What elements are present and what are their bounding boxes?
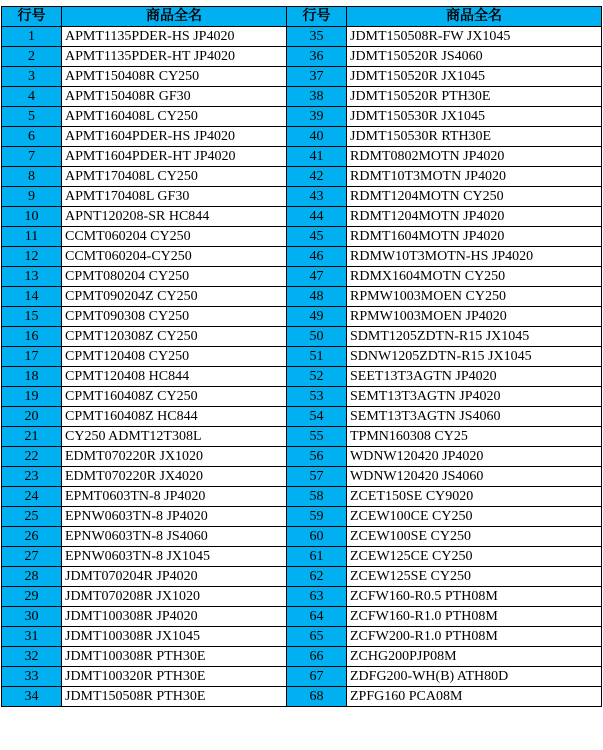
product-name-right[interactable]: TPMN160308 CY25 bbox=[347, 427, 602, 447]
product-name-left[interactable]: APMT150408R CY250 bbox=[62, 67, 287, 87]
row-number-right[interactable]: 50 bbox=[287, 327, 347, 347]
row-number-right[interactable]: 51 bbox=[287, 347, 347, 367]
product-name-right[interactable]: RDMW10T3MOTN-HS JP4020 bbox=[347, 247, 602, 267]
product-name-left[interactable]: EPNW0603TN-8 JS4060 bbox=[62, 527, 287, 547]
product-name-left[interactable]: APMT170408L CY250 bbox=[62, 167, 287, 187]
row-number-left[interactable]: 9 bbox=[2, 187, 62, 207]
row-number-right[interactable]: 52 bbox=[287, 367, 347, 387]
product-name-left[interactable]: CPMT080204 CY250 bbox=[62, 267, 287, 287]
row-number-left[interactable]: 18 bbox=[2, 367, 62, 387]
product-name-left[interactable]: APNT120208-SR HC844 bbox=[62, 207, 287, 227]
product-name-left[interactable]: CCMT060204 CY250 bbox=[62, 227, 287, 247]
product-name-left[interactable]: APMT1135PDER-HT JP4020 bbox=[62, 47, 287, 67]
product-name-right[interactable]: RPMW1003MOEN JP4020 bbox=[347, 307, 602, 327]
row-number-right[interactable]: 56 bbox=[287, 447, 347, 467]
row-number-right[interactable]: 64 bbox=[287, 607, 347, 627]
table-row bbox=[2, 287, 602, 307]
header-row-no-left: 行号 bbox=[2, 7, 62, 27]
row-number-left[interactable]: 30 bbox=[2, 607, 62, 627]
row-number-right[interactable]: 42 bbox=[287, 167, 347, 187]
header-product-name-left: 商品全名 bbox=[62, 7, 287, 27]
product-name-right[interactable]: JDMT150520R JX1045 bbox=[347, 67, 602, 87]
table-row bbox=[2, 47, 602, 67]
product-name-right[interactable]: RDMT1604MOTN JP4020 bbox=[347, 227, 602, 247]
row-number-right[interactable]: 54 bbox=[287, 407, 347, 427]
product-name-right[interactable]: RPMW1003MOEN CY250 bbox=[347, 287, 602, 307]
row-number-right[interactable]: 65 bbox=[287, 627, 347, 647]
product-name-left[interactable]: EPMT0603TN-8 JP4020 bbox=[62, 487, 287, 507]
product-name-right[interactable]: JDMT150508R-FW JX1045 bbox=[347, 27, 602, 47]
table-row bbox=[2, 67, 602, 87]
row-number-left[interactable]: 34 bbox=[2, 687, 62, 707]
row-number-right[interactable]: 35 bbox=[287, 27, 347, 47]
header-row-no-right: 行号 bbox=[287, 7, 347, 27]
product-name-right[interactable]: ZCFW160-R1.0 PTH08M bbox=[347, 607, 602, 627]
product-name-left[interactable]: CPMT120308Z CY250 bbox=[62, 327, 287, 347]
product-name-left[interactable]: EDMT070220R JX1020 bbox=[62, 447, 287, 467]
row-number-right[interactable]: 36 bbox=[287, 47, 347, 67]
row-number-left[interactable]: 31 bbox=[2, 627, 62, 647]
product-name-right[interactable]: RDMT1204MOTN JP4020 bbox=[347, 207, 602, 227]
product-name-right[interactable]: ZPFG160 PCA08M bbox=[347, 687, 602, 707]
row-number-left[interactable]: 29 bbox=[2, 587, 62, 607]
row-number-left[interactable]: 4 bbox=[2, 87, 62, 107]
product-name-left[interactable]: APMT160408L CY250 bbox=[62, 107, 287, 127]
product-name-left[interactable]: APMT1604PDER-HT JP4020 bbox=[62, 147, 287, 167]
row-number-left[interactable]: 5 bbox=[2, 107, 62, 127]
product-name-right[interactable]: WDNW120420 JS4060 bbox=[347, 467, 602, 487]
table-row bbox=[2, 627, 602, 647]
row-number-right[interactable]: 41 bbox=[287, 147, 347, 167]
product-name-right[interactable]: RDMX1604MOTN CY250 bbox=[347, 267, 602, 287]
header-product-name-right: 商品全名 bbox=[347, 7, 602, 27]
product-name-left[interactable]: JDMT100308R JP4020 bbox=[62, 607, 287, 627]
row-number-right[interactable]: 59 bbox=[287, 507, 347, 527]
table-row bbox=[2, 227, 602, 247]
product-name-left[interactable]: CPMT160408Z HC844 bbox=[62, 407, 287, 427]
row-number-right[interactable]: 57 bbox=[287, 467, 347, 487]
table-row bbox=[2, 207, 602, 227]
table-row bbox=[2, 307, 602, 327]
table-row bbox=[2, 147, 602, 167]
row-number-left[interactable]: 14 bbox=[2, 287, 62, 307]
table-row bbox=[2, 187, 602, 207]
table-row bbox=[2, 327, 602, 347]
table-row bbox=[2, 367, 602, 387]
product-name-right[interactable]: RDMT1204MOTN CY250 bbox=[347, 187, 602, 207]
product-name-right[interactable]: SEMT13T3AGTN JP4020 bbox=[347, 387, 602, 407]
row-number-right[interactable]: 68 bbox=[287, 687, 347, 707]
table-row bbox=[2, 647, 602, 667]
product-name-right[interactable]: ZCEW100SE CY250 bbox=[347, 527, 602, 547]
table-row bbox=[2, 527, 602, 547]
row-number-right[interactable]: 67 bbox=[287, 667, 347, 687]
table-body bbox=[2, 27, 602, 707]
product-name-right[interactable]: JDMT150520R PTH30E bbox=[347, 87, 602, 107]
product-name-right[interactable]: ZCET150SE CY9020 bbox=[347, 487, 602, 507]
product-name-left[interactable]: JDMT100308R JX1045 bbox=[62, 627, 287, 647]
row-number-left[interactable]: 15 bbox=[2, 307, 62, 327]
row-number-right[interactable]: 45 bbox=[287, 227, 347, 247]
table-row bbox=[2, 587, 602, 607]
product-name-left[interactable]: CPMT090308 CY250 bbox=[62, 307, 287, 327]
product-name-right[interactable]: SEMT13T3AGTN JS4060 bbox=[347, 407, 602, 427]
row-number-left[interactable]: 24 bbox=[2, 487, 62, 507]
row-number-left[interactable]: 26 bbox=[2, 527, 62, 547]
product-name-right[interactable]: JDMT150530R RTH30E bbox=[347, 127, 602, 147]
row-number-left[interactable]: 32 bbox=[2, 647, 62, 667]
table-row bbox=[2, 567, 602, 587]
product-name-left[interactable]: JDMT150508R PTH30E bbox=[62, 687, 287, 707]
product-name-left[interactable]: JDMT070208R JX1020 bbox=[62, 587, 287, 607]
row-number-left[interactable]: 21 bbox=[2, 427, 62, 447]
product-name-right[interactable]: JDMT150520R JS4060 bbox=[347, 47, 602, 67]
product-name-left[interactable]: CPMT120408 HC844 bbox=[62, 367, 287, 387]
product-name-left[interactable]: APMT150408R GF30 bbox=[62, 87, 287, 107]
product-name-left[interactable]: EDMT070220R JX4020 bbox=[62, 467, 287, 487]
table-row bbox=[2, 127, 602, 147]
row-number-right[interactable]: 66 bbox=[287, 647, 347, 667]
row-number-left[interactable]: 12 bbox=[2, 247, 62, 267]
row-number-left[interactable]: 10 bbox=[2, 207, 62, 227]
product-name-left[interactable]: CPMT090204Z CY250 bbox=[62, 287, 287, 307]
row-number-left[interactable]: 23 bbox=[2, 467, 62, 487]
row-number-left[interactable]: 20 bbox=[2, 407, 62, 427]
row-number-left[interactable]: 16 bbox=[2, 327, 62, 347]
row-number-left[interactable]: 33 bbox=[2, 667, 62, 687]
product-name-left[interactable]: JDMT100308R PTH30E bbox=[62, 647, 287, 667]
product-name-left[interactable]: CCMT060204-CY250 bbox=[62, 247, 287, 267]
product-name-right[interactable]: ZCHG200PJP08M bbox=[347, 647, 602, 667]
row-number-right[interactable]: 55 bbox=[287, 427, 347, 447]
table-row bbox=[2, 467, 602, 487]
product-name-left[interactable]: APMT1135PDER-HS JP4020 bbox=[62, 27, 287, 47]
table-row bbox=[2, 427, 602, 447]
table-row bbox=[2, 107, 602, 127]
row-number-left[interactable]: 28 bbox=[2, 567, 62, 587]
table-row bbox=[2, 607, 602, 627]
product-name-left[interactable]: CPMT160408Z CY250 bbox=[62, 387, 287, 407]
product-name-left[interactable]: APMT1604PDER-HS JP4020 bbox=[62, 127, 287, 147]
row-number-right[interactable]: 46 bbox=[287, 247, 347, 267]
row-number-right[interactable]: 63 bbox=[287, 587, 347, 607]
product-name-left[interactable]: CPMT120408 CY250 bbox=[62, 347, 287, 367]
row-number-right[interactable]: 53 bbox=[287, 387, 347, 407]
product-table bbox=[1, 6, 602, 707]
product-name-right[interactable]: ZCFW200-R1.0 PTH08M bbox=[347, 627, 602, 647]
row-number-left[interactable]: 2 bbox=[2, 47, 62, 67]
row-number-left[interactable]: 13 bbox=[2, 267, 62, 287]
product-name-left[interactable]: EPNW0603TN-8 JP4020 bbox=[62, 507, 287, 527]
row-number-right[interactable]: 43 bbox=[287, 187, 347, 207]
product-name-right[interactable]: SEET13T3AGTN JP4020 bbox=[347, 367, 602, 387]
row-number-left[interactable]: 25 bbox=[2, 507, 62, 527]
row-number-left[interactable]: 27 bbox=[2, 547, 62, 567]
product-name-right[interactable]: SDMT1205ZDTN-R15 JX1045 bbox=[347, 327, 602, 347]
table-row bbox=[2, 87, 602, 107]
row-number-right[interactable]: 40 bbox=[287, 127, 347, 147]
product-name-left[interactable]: JDMT100320R PTH30E bbox=[62, 667, 287, 687]
table-row bbox=[2, 487, 602, 507]
table-row bbox=[2, 27, 602, 47]
product-name-right[interactable]: ZCEW125CE CY250 bbox=[347, 547, 602, 567]
row-number-left[interactable]: 6 bbox=[2, 127, 62, 147]
row-number-right[interactable]: 38 bbox=[287, 87, 347, 107]
row-number-right[interactable]: 39 bbox=[287, 107, 347, 127]
row-number-right[interactable]: 47 bbox=[287, 267, 347, 287]
row-number-left[interactable]: 19 bbox=[2, 387, 62, 407]
table-row bbox=[2, 447, 602, 467]
product-name-right[interactable]: ZDFG200-WH(B) ATH80D bbox=[347, 667, 602, 687]
table-row bbox=[2, 407, 602, 427]
table-row bbox=[2, 347, 602, 367]
product-name-right[interactable]: RDMT10T3MOTN JP4020 bbox=[347, 167, 602, 187]
row-number-right[interactable]: 62 bbox=[287, 567, 347, 587]
product-name-left[interactable]: JDMT070204R JP4020 bbox=[62, 567, 287, 587]
table-row bbox=[2, 267, 602, 287]
row-number-left[interactable]: 22 bbox=[2, 447, 62, 467]
row-number-left[interactable]: 11 bbox=[2, 227, 62, 247]
product-name-left[interactable]: CY250 ADMT12T308L bbox=[62, 427, 287, 447]
table-row bbox=[2, 247, 602, 267]
product-name-right[interactable]: ZCEW125SE CY250 bbox=[347, 567, 602, 587]
row-number-left[interactable]: 1 bbox=[2, 27, 62, 47]
product-name-right[interactable]: WDNW120420 JP4020 bbox=[347, 447, 602, 467]
row-number-right[interactable]: 44 bbox=[287, 207, 347, 227]
row-number-right[interactable]: 49 bbox=[287, 307, 347, 327]
table-row bbox=[2, 387, 602, 407]
table-row bbox=[2, 167, 602, 187]
row-number-left[interactable]: 17 bbox=[2, 347, 62, 367]
product-name-left[interactable]: APMT170408L GF30 bbox=[62, 187, 287, 207]
product-name-right[interactable]: RDMT0802MOTN JP4020 bbox=[347, 147, 602, 167]
row-number-right[interactable]: 37 bbox=[287, 67, 347, 87]
row-number-left[interactable]: 3 bbox=[2, 67, 62, 87]
table-row bbox=[2, 507, 602, 527]
row-number-left[interactable]: 7 bbox=[2, 147, 62, 167]
product-name-right[interactable]: SDNW1205ZDTN-R15 JX1045 bbox=[347, 347, 602, 367]
row-number-left[interactable]: 8 bbox=[2, 167, 62, 187]
product-name-right[interactable]: ZCFW160-R0.5 PTH08M bbox=[347, 587, 602, 607]
row-number-right[interactable]: 61 bbox=[287, 547, 347, 567]
table-row bbox=[2, 547, 602, 567]
product-name-right[interactable]: ZCEW100CE CY250 bbox=[347, 507, 602, 527]
table-row bbox=[2, 687, 602, 707]
header-row bbox=[2, 7, 602, 27]
product-name-left[interactable]: EPNW0603TN-8 JX1045 bbox=[62, 547, 287, 567]
row-number-right[interactable]: 58 bbox=[287, 487, 347, 507]
row-number-right[interactable]: 60 bbox=[287, 527, 347, 547]
product-name-right[interactable]: JDMT150530R JX1045 bbox=[347, 107, 602, 127]
row-number-right[interactable]: 48 bbox=[287, 287, 347, 307]
table-row bbox=[2, 667, 602, 687]
